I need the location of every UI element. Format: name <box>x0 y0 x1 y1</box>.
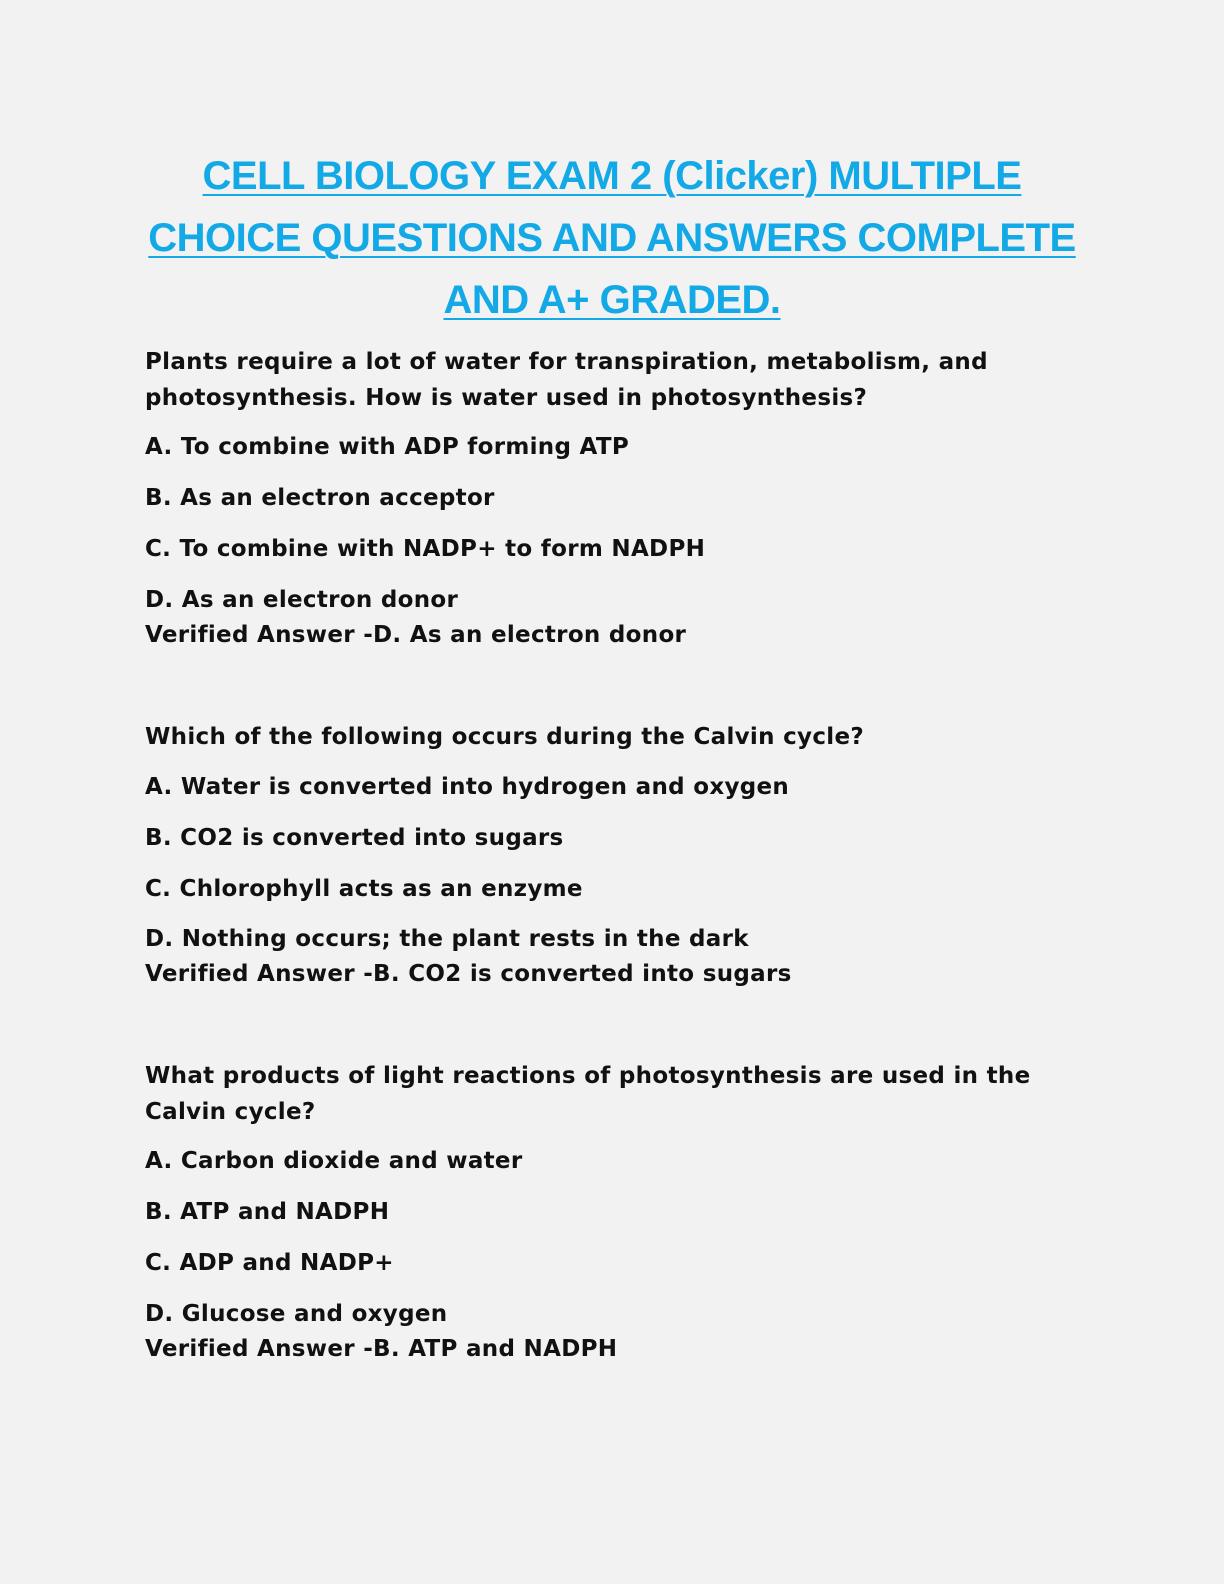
question-3-option-d: D. Glucose and oxygen <box>145 1301 448 1327</box>
question-2-text: Which of the following occurs during the Calvin cycle? <box>145 724 864 750</box>
document-title: CELL BIOLOGY EXAM 2 (Clicker) MULTIPLE CHOICE QUESTIONS AND ANSWERS COMPLETE AND A+ GRADED. <box>148 154 1076 322</box>
question-2-option-a: A. Water is converted into hydrogen and oxygen <box>145 774 790 800</box>
question-2-option-b: B. CO2 is converted into sugars <box>145 825 564 851</box>
question-1-option-b: B. As an electron acceptor <box>145 485 495 511</box>
question-1-option-c: C. To combine with NADP+ to form NADPH <box>145 536 706 562</box>
question-1-answer: Verified Answer -D. As an electron donor <box>145 622 687 648</box>
question-2-answer: Verified Answer -B. CO2 is converted into sugars <box>145 961 792 987</box>
question-3-option-c: C. ADP and NADP+ <box>145 1250 394 1276</box>
question-3-option-a: A. Carbon dioxide and water <box>145 1148 523 1174</box>
question-3-answer: Verified Answer -B. ATP and NADPH <box>145 1336 618 1362</box>
question-1-option-a: A. To combine with ADP forming ATP <box>145 434 630 460</box>
question-2-option-d: D. Nothing occurs; the plant rests in the dark <box>145 926 749 952</box>
question-1-option-d: D. As an electron donor <box>145 587 459 613</box>
question-1-text: Plants require a lot of water for transpiration, metabolism, and photosynthesis. How is water used in photosynthesis? <box>145 349 988 411</box>
question-2-option-c: C. Chlorophyll acts as an enzyme <box>145 876 583 902</box>
question-3-text: What products of light reactions of photosynthesis are used in the Calvin cycle? <box>145 1063 1031 1125</box>
question-3-option-b: B. ATP and NADPH <box>145 1199 390 1225</box>
